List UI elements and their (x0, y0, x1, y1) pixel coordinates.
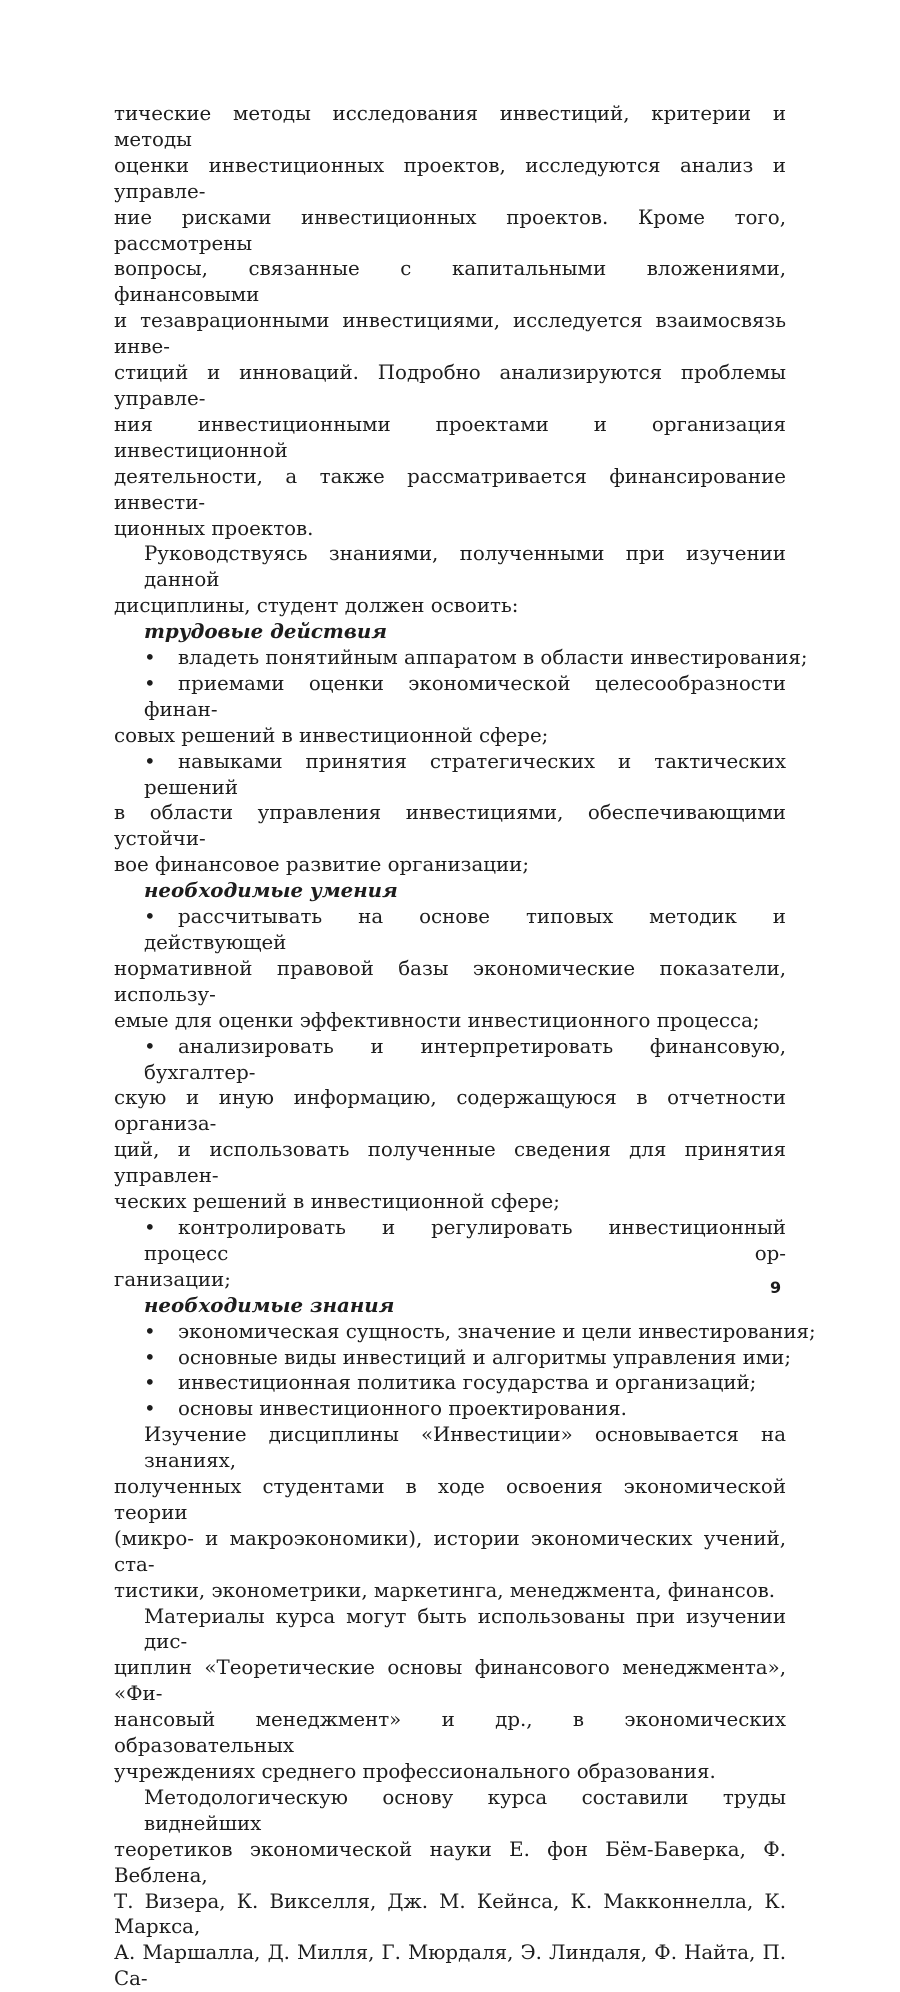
paragraph-methodology (114, 1785, 786, 1992)
paragraph-prerequisites (114, 1422, 786, 1603)
text-line: Руководствуясь знаниями, полученными при изучении данной (144, 542, 786, 592)
heading-required-skills: необходимые умения (144, 878, 398, 903)
text-line: нормативной правовой базы экономические показатели, использу- (114, 956, 786, 1006)
bullet-icon: • (144, 1397, 156, 1421)
text-line: стиций и инноваций. Подробно анализируются проблемы управле- (114, 361, 786, 410)
page-body (114, 101, 816, 1992)
text-line: вопросы, связанные с капитальными вложениями, финансовыми (114, 257, 786, 307)
paragraph-usage (114, 1604, 786, 1785)
text-line: деятельности, а также рассматривается финансирование инвести- (114, 464, 786, 514)
list-labor-actions (114, 645, 808, 878)
text-line: Материалы курса могут быть использованы при изучении дис- (144, 1604, 786, 1654)
text-line: ганизации; (114, 1267, 231, 1291)
text-line: скую и иную информацию, содержащуюся в отчетности организа- (114, 1086, 786, 1136)
text-line: циплин «Теоретические основы финансового менеджмента», «Фи- (114, 1656, 786, 1706)
text-line: полученных студентами в ходе освоения экономической теории (114, 1475, 786, 1524)
bullet-icon: • (144, 1319, 156, 1343)
heading-labor-actions: трудовые действия (144, 619, 387, 644)
bullet-icon: • (144, 646, 156, 670)
bullet-icon: • (144, 671, 156, 695)
text-line: нансовый менеджмент» и др., в экономических образовательных (114, 1708, 786, 1758)
bullet-icon: • (144, 905, 156, 929)
text-line: А. Маршалла, Д. Милля, Г. Мюрдаля, Э. Линдаля, Ф. Найта, П. Са- (114, 1941, 786, 1991)
paragraph-intro-continued (114, 101, 786, 541)
bullet-icon: • (144, 1034, 156, 1058)
text-line: Методологическую основу курса составили труды виднейших (144, 1785, 786, 1835)
text-line: емые для оценки эффективности инвестиционного процесса; (114, 1008, 760, 1032)
text-line: ческих решений в инвестиционной сфере; (114, 1190, 560, 1214)
bullet-icon: • (144, 1345, 156, 1369)
text-line: совых решений в инвестиционной сфере; (114, 723, 549, 747)
list-item: • владеть понятийным аппаратом в области инвестирования; (144, 646, 808, 670)
list-item: • инвестиционная политика государства и организаций; (144, 1371, 757, 1395)
bullet-icon: • (144, 1215, 156, 1239)
list-required-skills (114, 904, 786, 1293)
heading-required-knowledge: необходимые знания (144, 1292, 395, 1317)
list-item: • экономическая сущность, значение и цели инвестирования; (144, 1319, 816, 1343)
text-line: Изучение дисциплины «Инвестиции» основывается на знаниях, (144, 1423, 786, 1473)
text-line: (микро- и макроэкономики), истории экономических учений, ста- (114, 1526, 786, 1576)
text-line: дисциплины, студент должен освоить: (114, 594, 519, 618)
text-line: тистики, эконометрики, маркетинга, менеджмента, финансов. (114, 1578, 776, 1602)
bullet-icon: • (144, 1371, 156, 1395)
text-line: вое финансовое развитие организации; (114, 853, 530, 877)
bullet-icon: • (144, 749, 156, 773)
text-line: оценки инвестиционных проектов, исследуются анализ и управле- (114, 153, 786, 203)
list-item: • навыками принятия стратегических и тактических решений (144, 749, 786, 799)
page-number: 9 (770, 1278, 782, 1297)
text-line: учреждениях среднего профессионального образования. (114, 1760, 716, 1783)
list-item: • контролировать и регулировать инвестиционный процесс ор- (144, 1215, 786, 1265)
text-line: ние рисками инвестиционных проектов. Кроме того, рассмотрены (114, 205, 786, 255)
text-line: ционных проектов. (114, 516, 314, 540)
list-required-knowledge (114, 1319, 816, 1423)
text-line: ния инвестиционными проектами и организация инвестиционной (114, 412, 786, 462)
list-item: • приемами оценки экономической целесообразности финан- (144, 671, 786, 721)
list-item: • анализировать и интерпретировать финансовую, бухгалтер- (144, 1034, 786, 1084)
list-item: • основные виды инвестиций и алгоритмы управления ими; (144, 1345, 792, 1369)
list-item: • основы инвестиционного проектирования. (144, 1397, 627, 1421)
text-line: тические методы исследования инвестиций, критерии и методы (114, 102, 786, 151)
text-line: и тезаврационными инвестициями, исследуется взаимосвязь инве- (114, 309, 786, 359)
list-item: • рассчитывать на основе типовых методик и действующей (144, 905, 786, 954)
paragraph-competencies (114, 541, 786, 619)
text-line: теоретиков экономической науки Е. фон Бём-Баверка, Ф. Веблена, (114, 1837, 786, 1887)
text-line: ций, и использовать полученные сведения для принятия управлен- (114, 1138, 786, 1188)
text-line: Т. Визера, К. Викселля, Дж. М. Кейнса, К. Макконнелла, К. Маркса, (114, 1889, 786, 1939)
text-line: в области управления инвестициями, обеспечивающими устойчи- (114, 801, 786, 851)
